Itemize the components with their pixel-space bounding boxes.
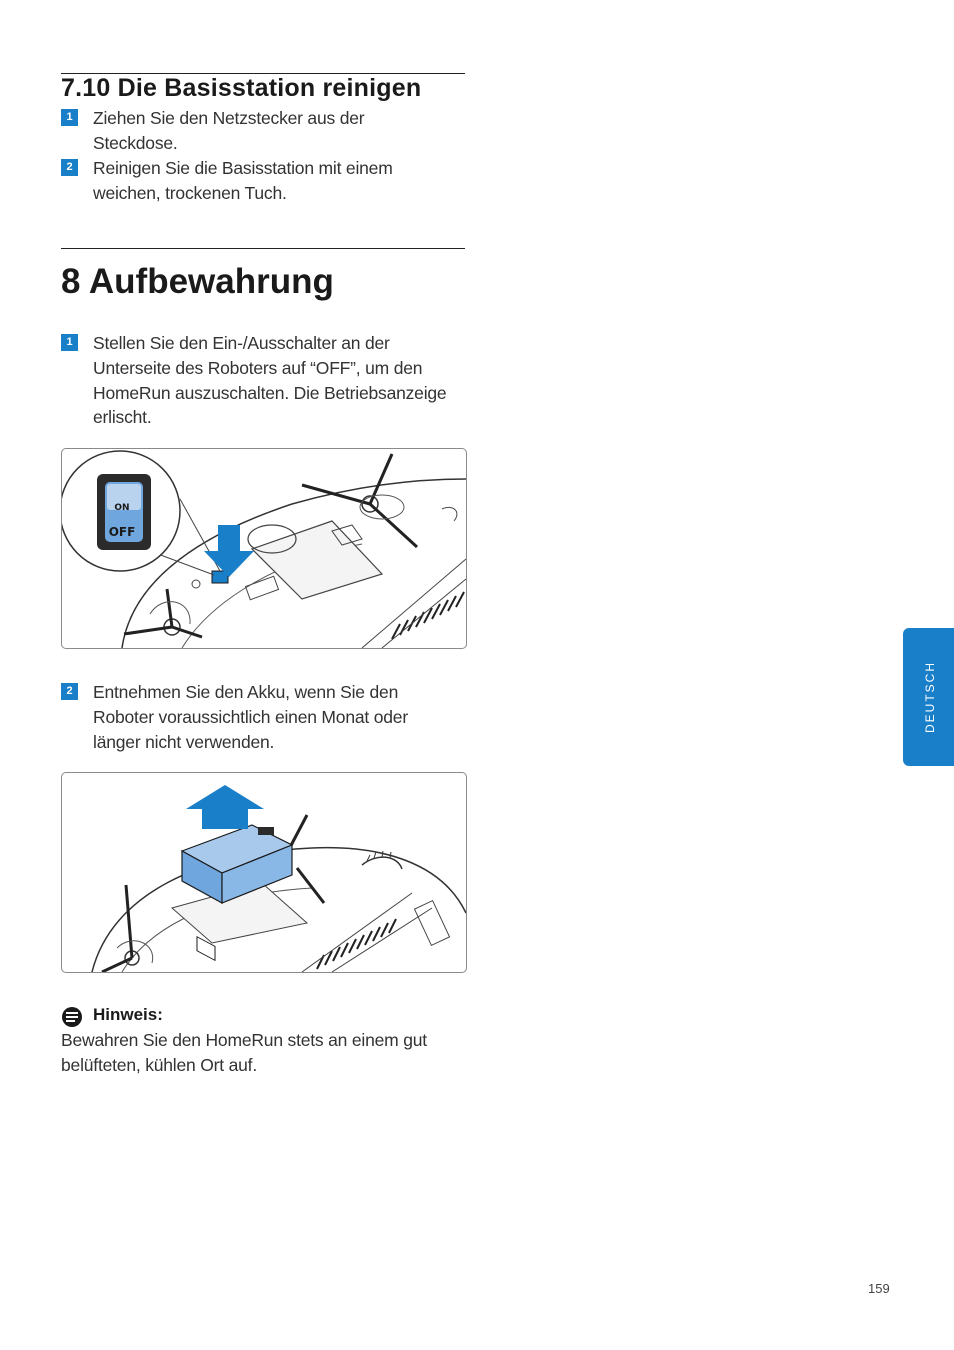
note-title: Hinweis: [93, 1005, 163, 1024]
chapter-step-1 [61, 331, 465, 431]
chapter-top-rule [61, 248, 465, 249]
language-tab-label: DEUTSCH [923, 660, 937, 733]
section-title: 7.10 Die Basisstation reinigen [61, 74, 422, 102]
chapter-step-2 [61, 680, 465, 760]
battery-removal-illustration [61, 772, 467, 973]
chapter-title: 8 Aufbewahrung [61, 262, 334, 301]
switch-illustration [61, 448, 467, 649]
step-text: Reinigen Sie die Basisstation mit einem weichen, trockenen Tuch. [93, 158, 393, 203]
note-icon [61, 1006, 83, 1028]
step-text: Stellen Sie den Ein-/Ausschalter an der Unterseite des Roboters auf “OFF”, um den HomeRun auszuschalten. Die Betriebsanzeige erlischt. [93, 333, 447, 428]
battery-cover [252, 521, 382, 599]
step-number-badge: 1 [61, 334, 78, 351]
step-text: Ziehen Sie den Netzstecker aus der Steckdose. [93, 108, 365, 153]
step-text: Entnehmen Sie den Akku, wenn Sie den Roboter voraussichtlich einen Monat oder länger nicht verwenden. [93, 682, 408, 752]
arrow-down-icon [204, 525, 254, 577]
arrow-up-icon [186, 785, 264, 829]
page-number: 159 [868, 1281, 890, 1296]
section-step-1 [61, 106, 465, 156]
switch-off-label: OFF [108, 525, 136, 539]
language-tab [903, 628, 954, 766]
switch-on-label: ON [114, 503, 130, 513]
section-step-2 [61, 156, 465, 206]
note-text: Bewahren Sie den HomeRun stets an einem gut belüfteten, kühlen Ort auf. [61, 1030, 427, 1075]
step-number-badge: 2 [61, 159, 78, 176]
step-number-badge: 2 [61, 683, 78, 700]
step-number-badge: 1 [61, 109, 78, 126]
